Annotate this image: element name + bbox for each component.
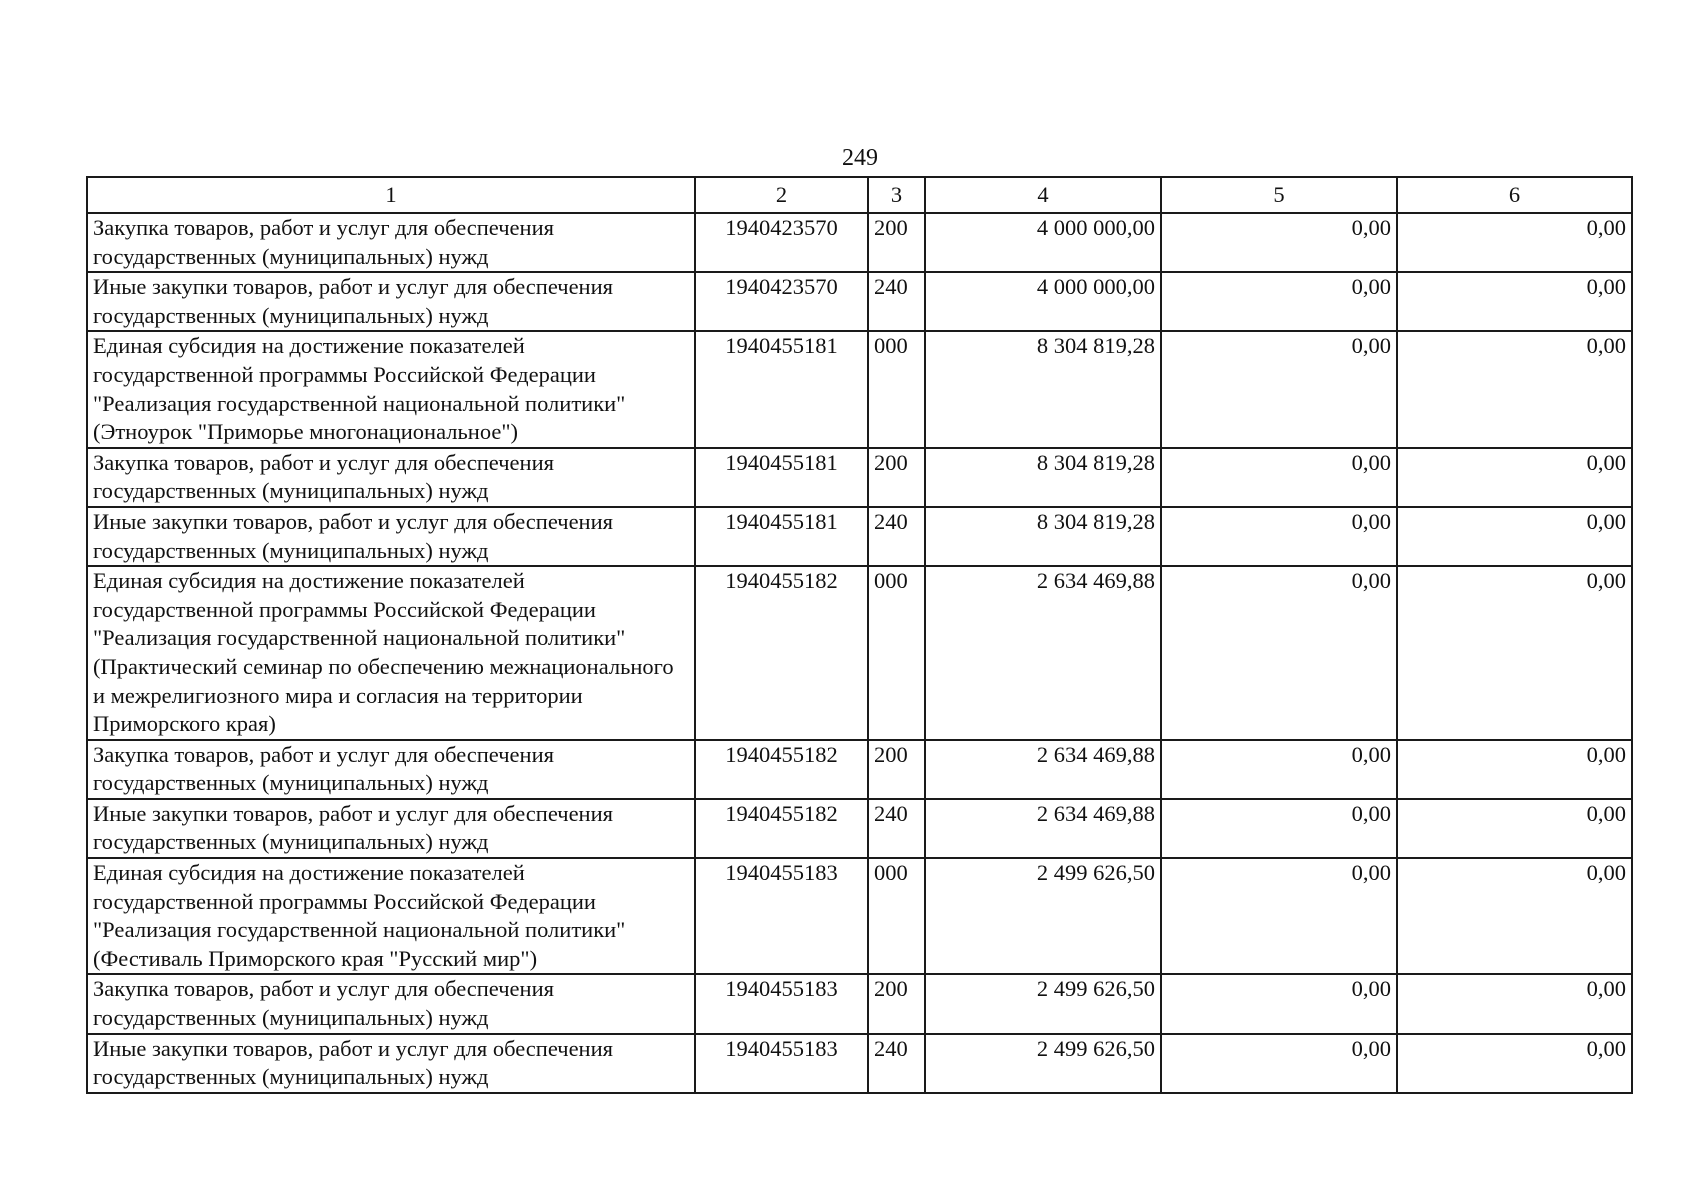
table-row bbox=[87, 213, 1632, 272]
row-code-cell: 1940455182 bbox=[695, 799, 868, 858]
row-value-col5-cell: 0,00 bbox=[1161, 213, 1397, 272]
row-name-cell: Единая субсидия на достижение показателей государственной программы Российской Федерации "Реализация государственной национальной политики" (Этноурок "Приморье многонациональное") bbox=[87, 331, 695, 447]
column-header-2: 2 bbox=[695, 177, 868, 213]
row-value-col5-cell: 0,00 bbox=[1161, 448, 1397, 507]
row-type-cell: 240 bbox=[868, 507, 925, 566]
row-value-col6-cell: 0,00 bbox=[1397, 272, 1632, 331]
row-value-col6-cell: 0,00 bbox=[1397, 1034, 1632, 1093]
row-name-cell: Иные закупки товаров, работ и услуг для обеспечения государственных (муниципальных) нужд bbox=[87, 272, 695, 331]
row-value-col4-cell: 2 499 626,50 bbox=[925, 974, 1161, 1033]
row-code-cell: 1940455183 bbox=[695, 858, 868, 974]
row-name-cell: Иные закупки товаров, работ и услуг для обеспечения государственных (муниципальных) нужд bbox=[87, 1034, 695, 1093]
header-row bbox=[87, 177, 1632, 213]
row-value-col4-cell: 2 634 469,88 bbox=[925, 799, 1161, 858]
row-value-col6-cell: 0,00 bbox=[1397, 507, 1632, 566]
row-value-col4-cell: 4 000 000,00 bbox=[925, 213, 1161, 272]
row-name-cell: Единая субсидия на достижение показателей государственной программы Российской Федерации "Реализация государственной национальной политики" (Фестиваль Приморского края "Русский мир") bbox=[87, 858, 695, 974]
row-code-cell: 1940455181 bbox=[695, 331, 868, 447]
row-value-col4-cell: 2 634 469,88 bbox=[925, 740, 1161, 799]
row-value-col4-cell: 8 304 819,28 bbox=[925, 448, 1161, 507]
table-row bbox=[87, 858, 1632, 974]
row-name-cell: Закупка товаров, работ и услуг для обеспечения государственных (муниципальных) нужд bbox=[87, 213, 695, 272]
row-name-cell: Иные закупки товаров, работ и услуг для обеспечения государственных (муниципальных) нужд bbox=[87, 507, 695, 566]
row-type-cell: 000 bbox=[868, 566, 925, 740]
row-value-col5-cell: 0,00 bbox=[1161, 1034, 1397, 1093]
row-value-col5-cell: 0,00 bbox=[1161, 740, 1397, 799]
row-type-cell: 240 bbox=[868, 1034, 925, 1093]
row-name-cell: Закупка товаров, работ и услуг для обеспечения государственных (муниципальных) нужд bbox=[87, 448, 695, 507]
row-type-cell: 200 bbox=[868, 448, 925, 507]
row-value-col4-cell: 8 304 819,28 bbox=[925, 507, 1161, 566]
row-code-cell: 1940455183 bbox=[695, 974, 868, 1033]
row-name-cell: Единая субсидия на достижение показателей государственной программы Российской Федерации "Реализация государственной национальной политики" (Практический семинар по обеспечению межнационального и межрелигиозного мира и согласия на территории Приморского края) bbox=[87, 566, 695, 740]
row-value-col5-cell: 0,00 bbox=[1161, 507, 1397, 566]
row-value-col5-cell: 0,00 bbox=[1161, 272, 1397, 331]
row-code-cell: 1940423570 bbox=[695, 213, 868, 272]
table-row bbox=[87, 799, 1632, 858]
row-value-col5-cell: 0,00 bbox=[1161, 974, 1397, 1033]
row-value-col5-cell: 0,00 bbox=[1161, 858, 1397, 974]
column-header-1: 1 bbox=[87, 177, 695, 213]
row-code-cell: 1940423570 bbox=[695, 272, 868, 331]
column-header-6: 6 bbox=[1397, 177, 1632, 213]
row-value-col4-cell: 2 634 469,88 bbox=[925, 566, 1161, 740]
table-row bbox=[87, 331, 1632, 447]
table-row bbox=[87, 566, 1632, 740]
page-number: 249 bbox=[842, 145, 878, 171]
row-value-col6-cell: 0,00 bbox=[1397, 213, 1632, 272]
table-row bbox=[87, 272, 1632, 331]
row-value-col5-cell: 0,00 bbox=[1161, 566, 1397, 740]
column-header-5: 5 bbox=[1161, 177, 1397, 213]
row-type-cell: 200 bbox=[868, 213, 925, 272]
row-type-cell: 000 bbox=[868, 858, 925, 974]
table-row bbox=[87, 448, 1632, 507]
column-header-3: 3 bbox=[868, 177, 925, 213]
row-name-cell: Закупка товаров, работ и услуг для обеспечения государственных (муниципальных) нужд bbox=[87, 740, 695, 799]
row-code-cell: 1940455183 bbox=[695, 1034, 868, 1093]
row-value-col4-cell: 2 499 626,50 bbox=[925, 1034, 1161, 1093]
row-code-cell: 1940455182 bbox=[695, 566, 868, 740]
column-header-4: 4 bbox=[925, 177, 1161, 213]
row-value-col6-cell: 0,00 bbox=[1397, 740, 1632, 799]
table-row bbox=[87, 974, 1632, 1033]
row-value-col6-cell: 0,00 bbox=[1397, 974, 1632, 1033]
row-value-col5-cell: 0,00 bbox=[1161, 799, 1397, 858]
row-value-col6-cell: 0,00 bbox=[1397, 448, 1632, 507]
row-type-cell: 000 bbox=[868, 331, 925, 447]
row-type-cell: 200 bbox=[868, 740, 925, 799]
table-row bbox=[87, 1034, 1632, 1093]
row-value-col4-cell: 8 304 819,28 bbox=[925, 331, 1161, 447]
budget-table bbox=[86, 176, 1633, 1094]
row-value-col5-cell: 0,00 bbox=[1161, 331, 1397, 447]
row-value-col6-cell: 0,00 bbox=[1397, 331, 1632, 447]
row-type-cell: 240 bbox=[868, 799, 925, 858]
row-value-col4-cell: 2 499 626,50 bbox=[925, 858, 1161, 974]
table-row bbox=[87, 507, 1632, 566]
row-name-cell: Иные закупки товаров, работ и услуг для обеспечения государственных (муниципальных) нужд bbox=[87, 799, 695, 858]
row-type-cell: 200 bbox=[868, 974, 925, 1033]
row-name-cell: Закупка товаров, работ и услуг для обеспечения государственных (муниципальных) нужд bbox=[87, 974, 695, 1033]
row-value-col6-cell: 0,00 bbox=[1397, 566, 1632, 740]
table-body bbox=[87, 213, 1632, 1093]
row-value-col4-cell: 4 000 000,00 bbox=[925, 272, 1161, 331]
row-code-cell: 1940455181 bbox=[695, 507, 868, 566]
row-value-col6-cell: 0,00 bbox=[1397, 799, 1632, 858]
row-code-cell: 1940455181 bbox=[695, 448, 868, 507]
table-row bbox=[87, 740, 1632, 799]
row-code-cell: 1940455182 bbox=[695, 740, 868, 799]
row-value-col6-cell: 0,00 bbox=[1397, 858, 1632, 974]
row-type-cell: 240 bbox=[868, 272, 925, 331]
